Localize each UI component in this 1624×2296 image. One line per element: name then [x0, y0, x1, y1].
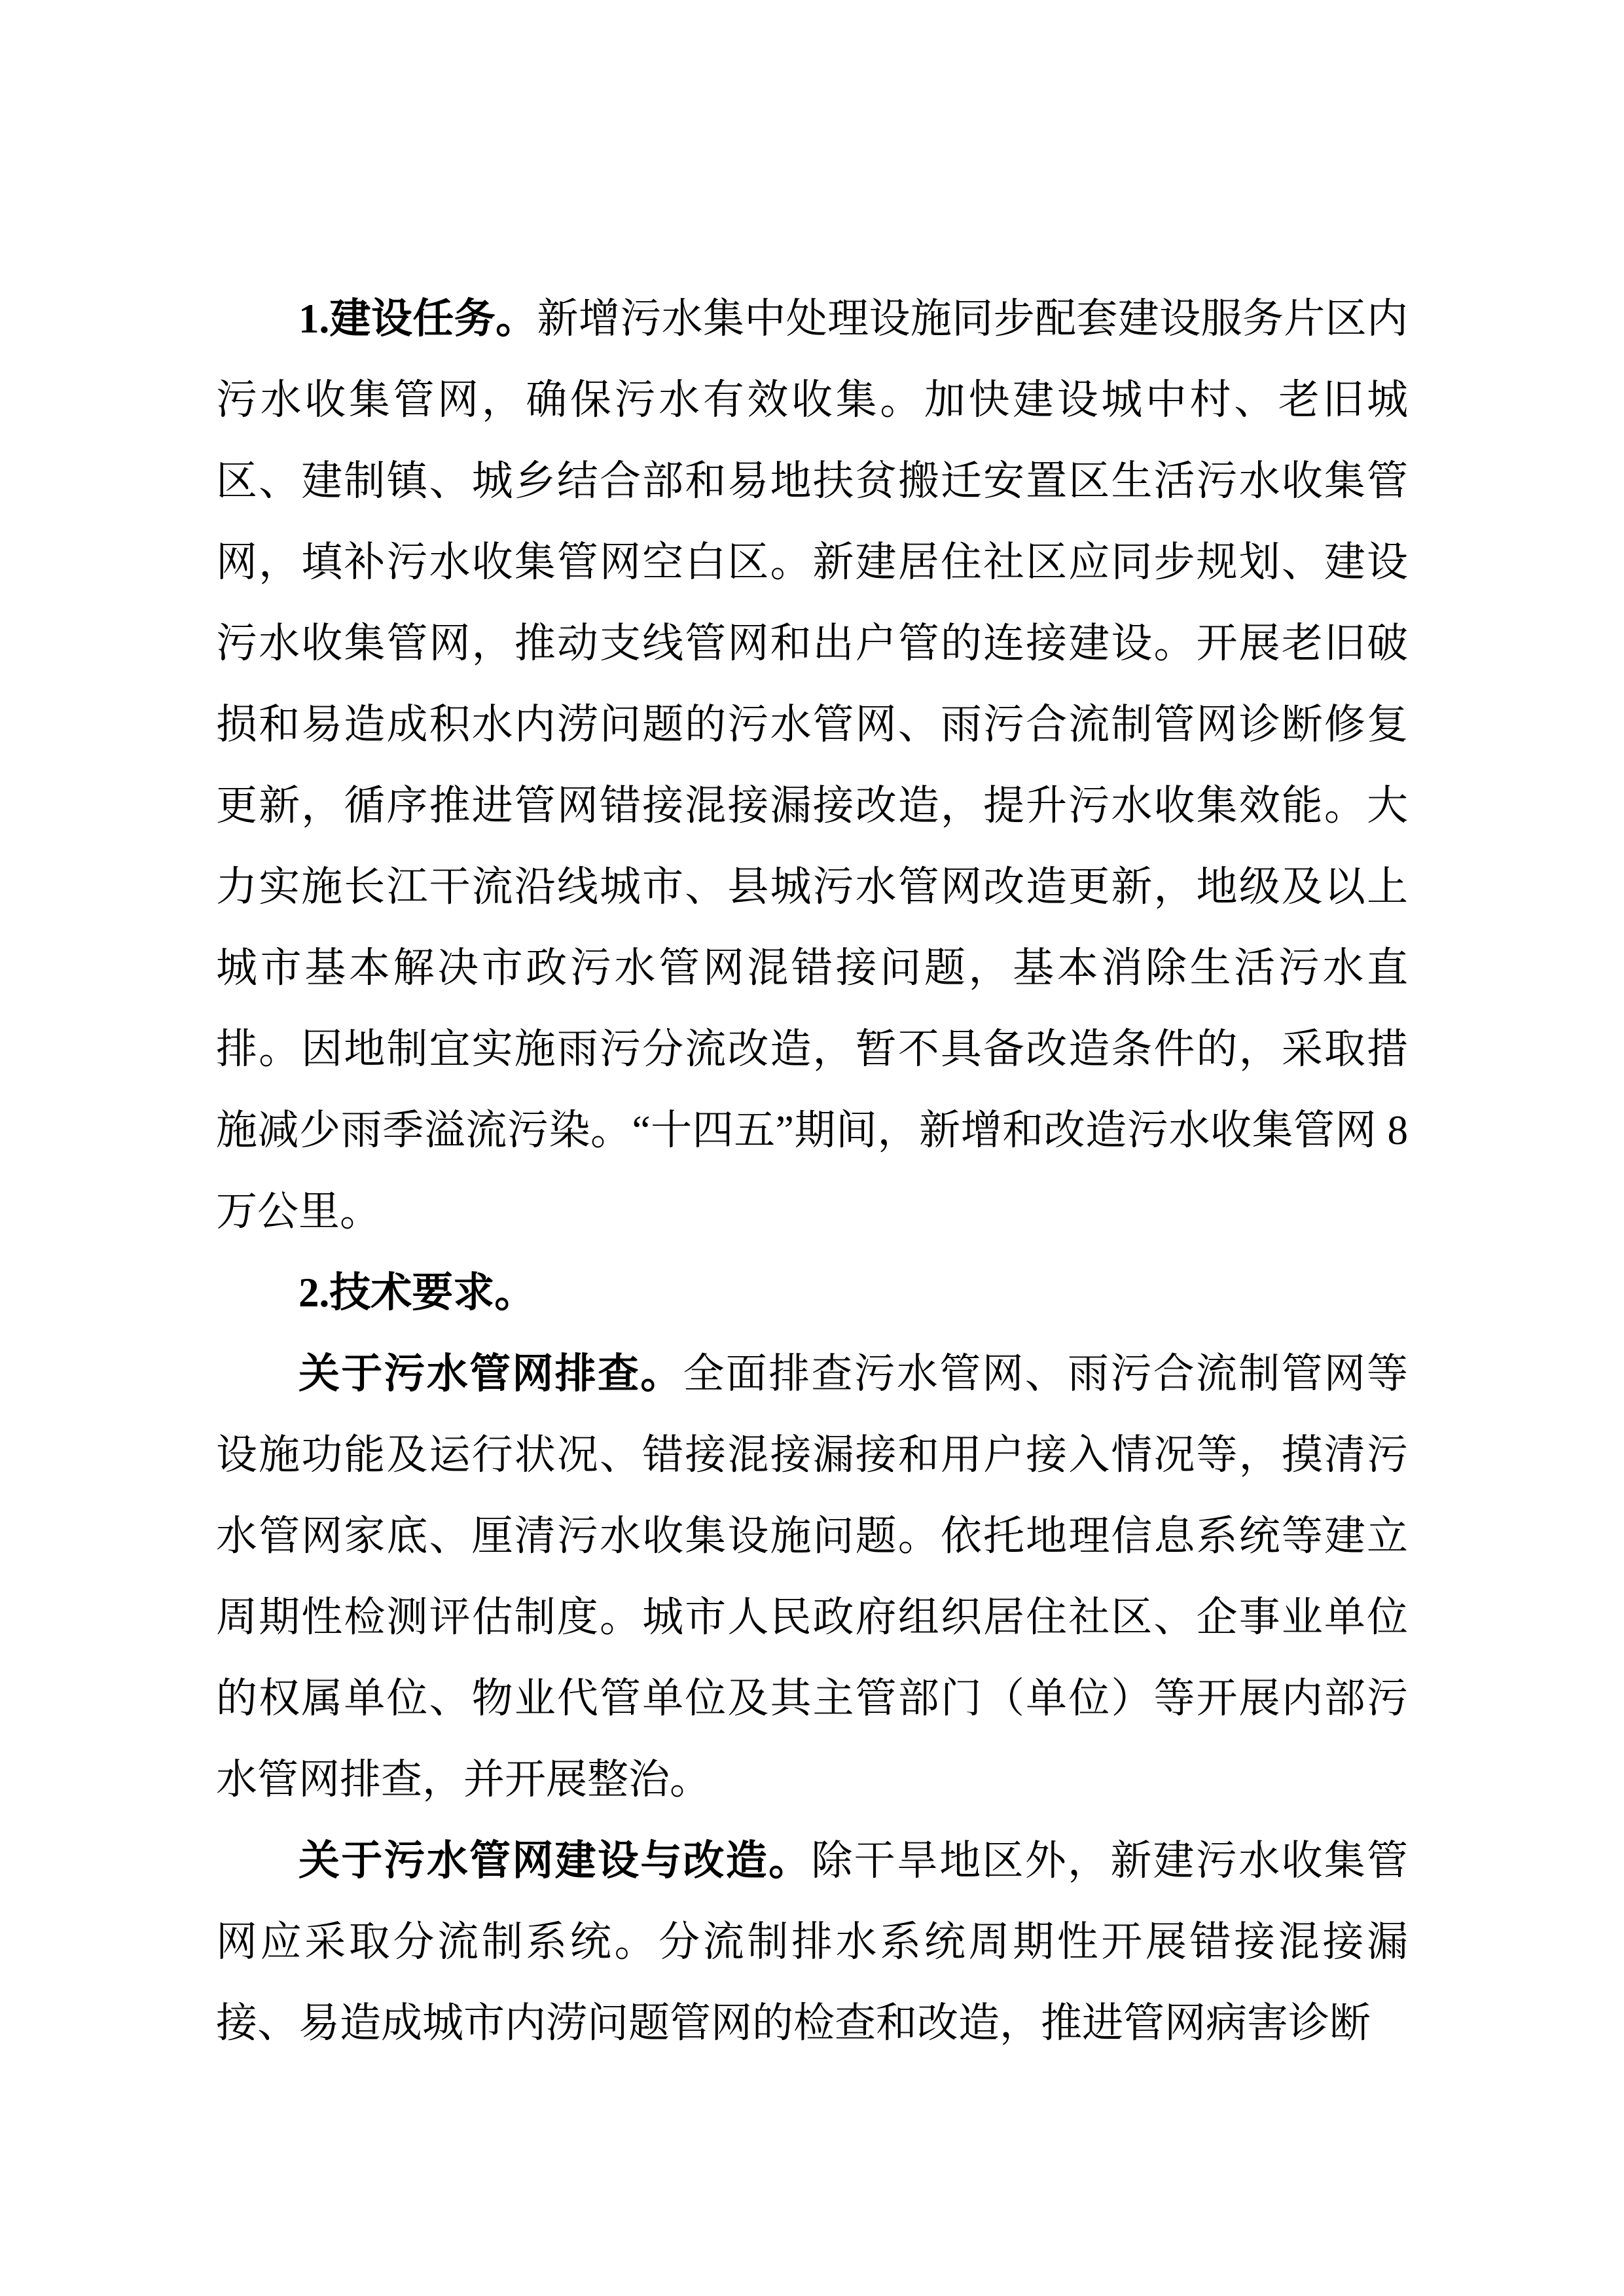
- paragraph-technical-requirements: [216, 1252, 1408, 1333]
- document-text-block: [216, 278, 1408, 2064]
- paragraph-pipe-network-survey: [216, 1333, 1408, 1820]
- paragraph-pipe-network-construction-body: 除干旱地区外，新建污水收集管网应采取分流制系统。分流制排水系统周期性开展错接混接漏接、易造成城市内涝问题管网的检查和改造，推进管网病害诊断: [216, 1838, 1409, 2046]
- paragraph-pipe-network-survey-body: 全面排查污水管网、雨污合流制管网等设施功能及运行状况、错接混接漏接和用户接入情况等，摸清污水管网家底、厘清污水收集设施问题。依托地理信息系统等建立周期性检测评估制度。城市人民政府组织居住社区、企事业单位的权属单位、物业代管单位及其主管部门（单位）等开展内部污水管网排查，并开展整治。: [216, 1351, 1409, 1803]
- paragraph-pipe-network-construction: [216, 1820, 1408, 2064]
- paragraph-technical-requirements-heading: 2.技术要求。: [298, 1270, 536, 1316]
- paragraph-pipe-network-construction-heading: 关于污水管网建设与改造。: [298, 1838, 812, 1884]
- paragraph-construction-tasks-body: 新增污水集中处理设施同步配套建设服务片区内污水收集管网，确保污水有效收集。加快建设城中村、老旧城区、建制镇、城乡结合部和易地扶贫搬迁安置区生活污水收集管网，填补污水收集管网空白区。新建居住社区应同步规划、建设污水收集管网，推动支线管网和出户管的连接建设。开展老旧破损和易造成积水内涝问题的污水管网、雨污合流制管网诊断修复更新，循序推进管网错接混接漏接改造，提升污水收集效能。大力实施长江干流沿线城市、县城污水管网改造更新，地级及以上城市基本解决市政污水管网混错接问题，基本消除生活污水直排。因地制宜实施雨污分流改造，暂不具备改造条件的，采取措施减少雨季溢流污染。“十四五”期间，新增和改造污水收集管网 8 万公里。: [216, 296, 1408, 1234]
- paragraph-construction-tasks: [216, 278, 1408, 1252]
- paragraph-pipe-network-survey-heading: 关于污水管网排查。: [298, 1351, 683, 1397]
- paragraph-construction-tasks-heading: 1.建设任务。: [298, 296, 537, 342]
